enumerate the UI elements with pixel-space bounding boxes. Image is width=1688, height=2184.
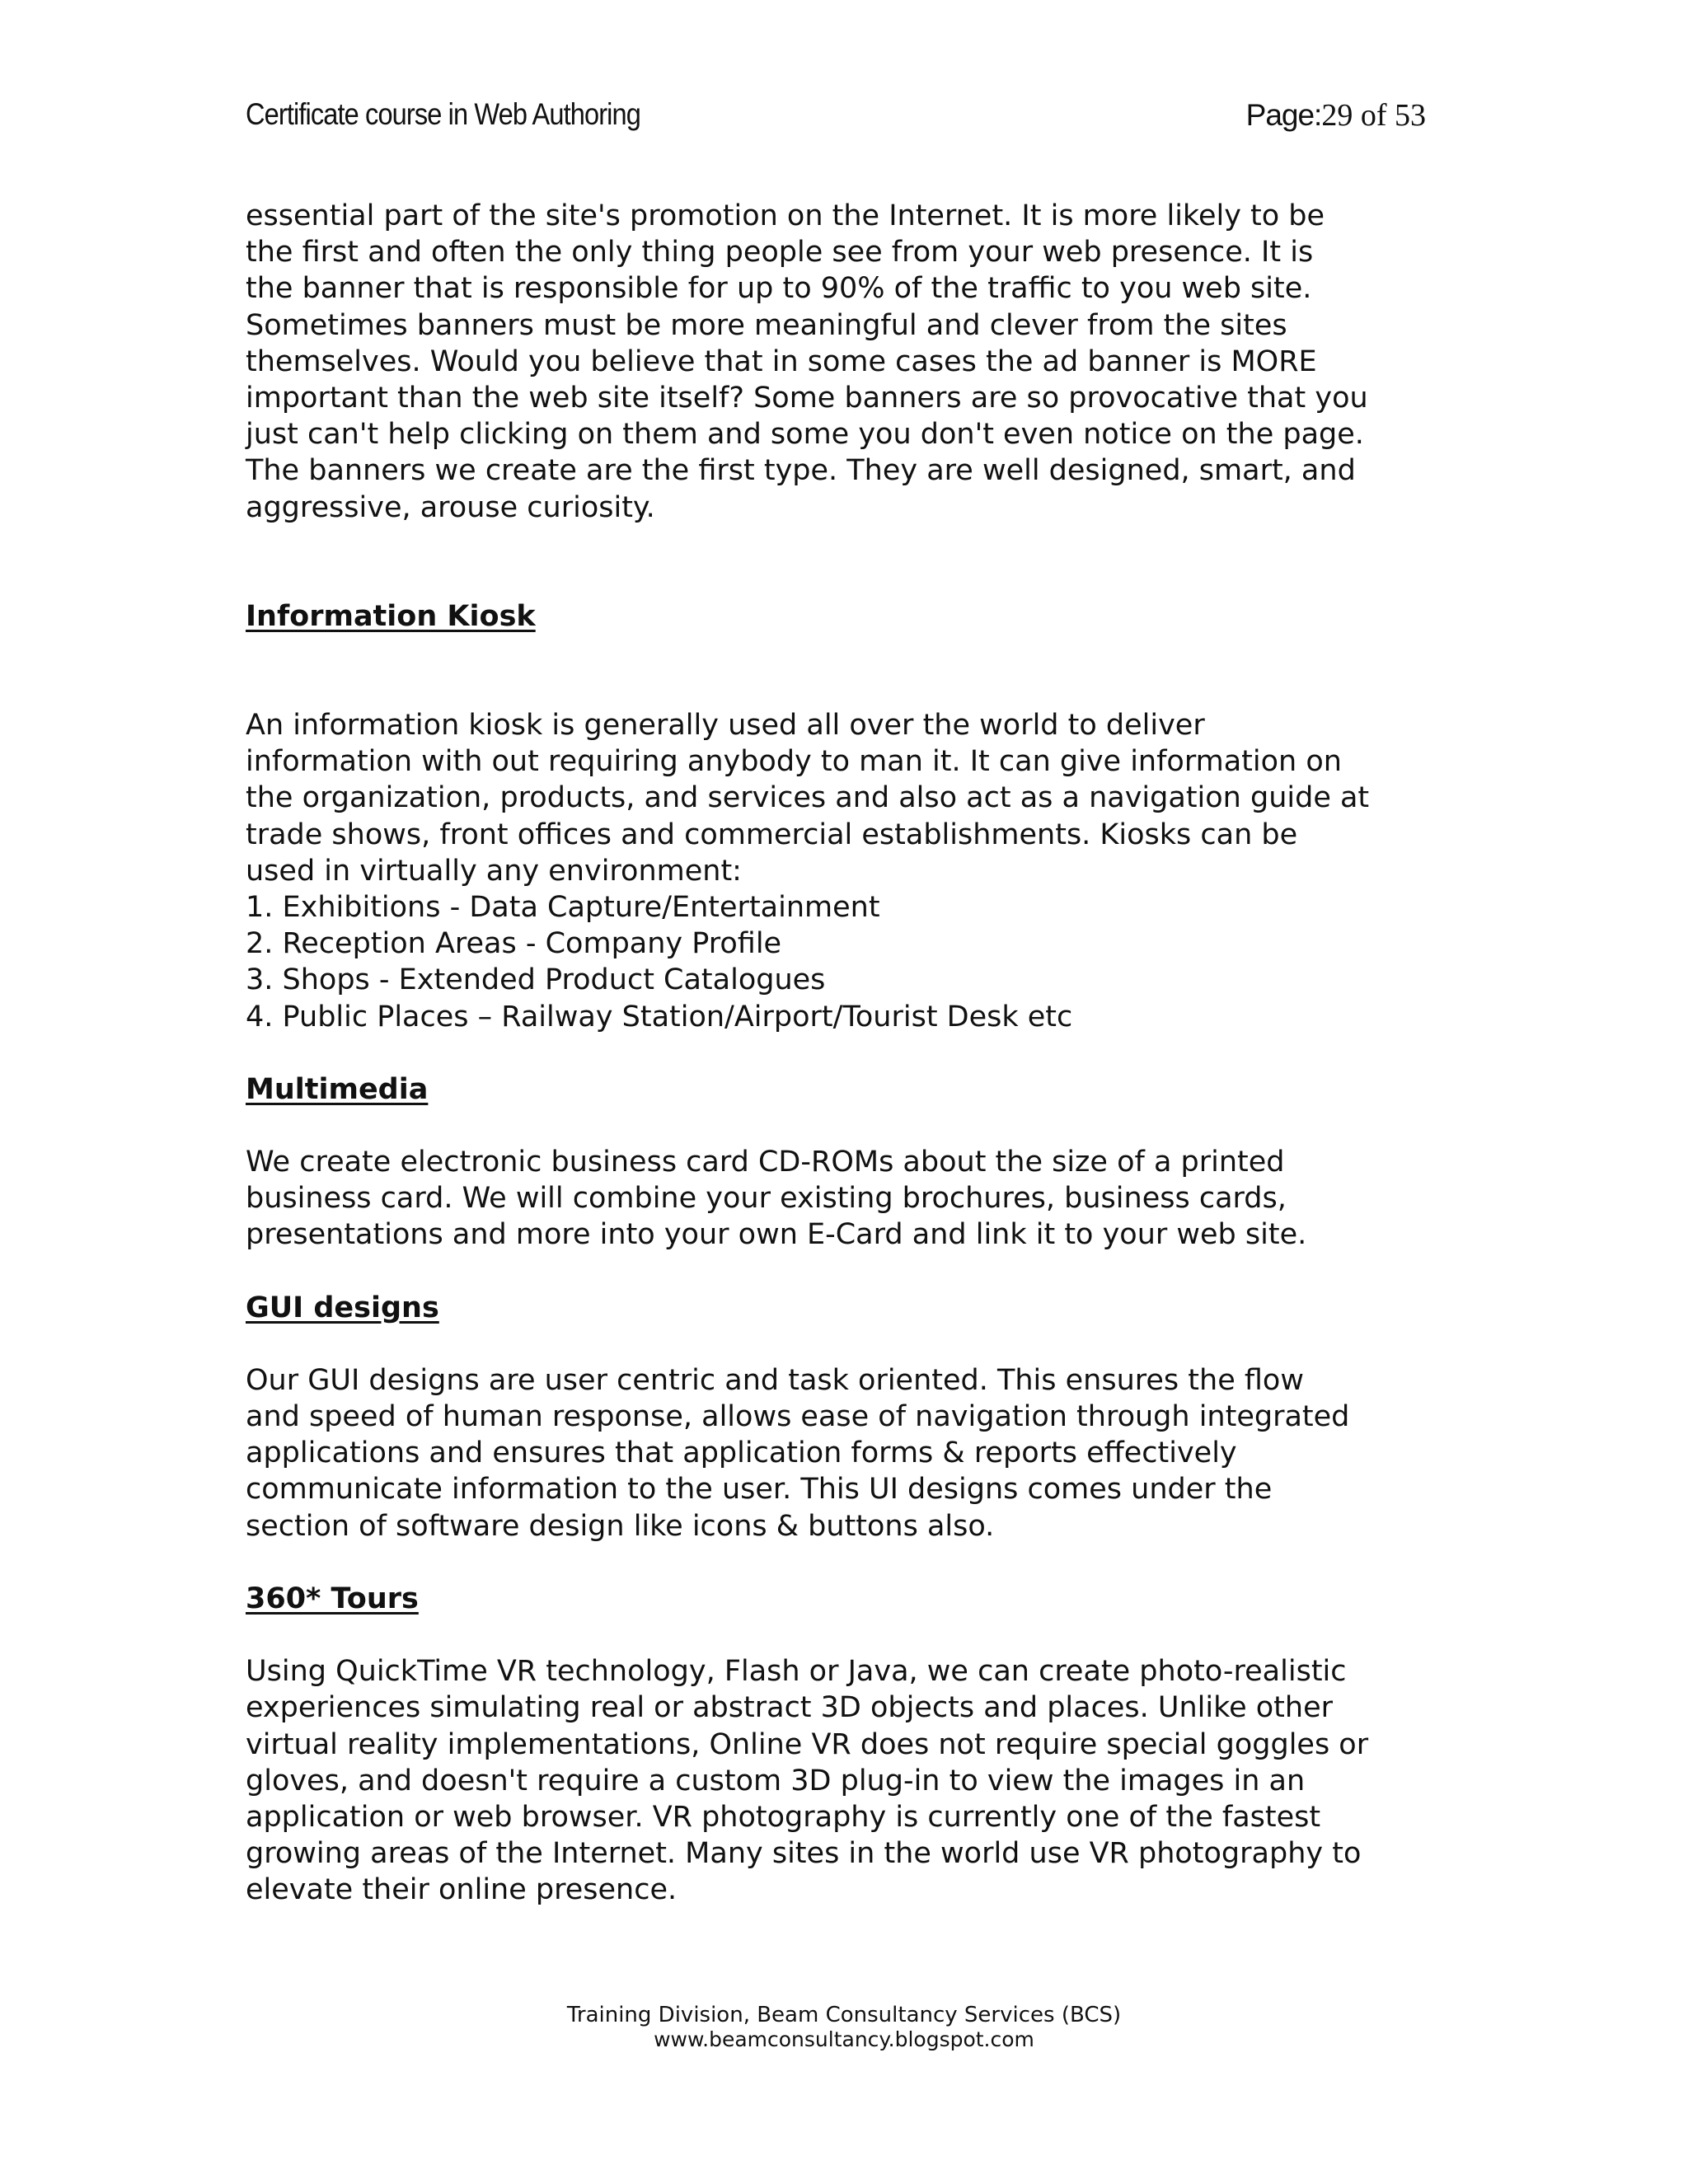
document-title: Certificate course in Web Authoring bbox=[246, 97, 640, 131]
section-heading-multimedia: Multimedia bbox=[246, 1072, 429, 1106]
tours-paragraph bbox=[246, 1653, 1449, 1908]
section-heading-gui-designs: GUI designs bbox=[246, 1291, 439, 1324]
page-footer bbox=[0, 2003, 1688, 2052]
text-line: information with out requiring anybody to man it. It can give information on bbox=[246, 745, 1342, 779]
text-line: themselves. Would you believe that in some cases the ad banner is MORE bbox=[246, 344, 1317, 378]
text-line: section of software design like icons & buttons also. bbox=[246, 1509, 995, 1543]
text-line: business card. We will combine your existing brochures, business cards, bbox=[246, 1182, 1287, 1216]
section-heading-360-tours: 360* Tours bbox=[246, 1582, 419, 1615]
text-line: virtual reality implementations, Online VR does not require special goggles or bbox=[246, 1727, 1369, 1761]
text-line: Sometimes banners must be more meaningful and clever from the sites bbox=[246, 308, 1287, 342]
kiosk-paragraph bbox=[246, 707, 1449, 889]
text-line: presentations and more into your own E-Card and link it to your web site. bbox=[246, 1218, 1307, 1252]
text-line: the banner that is responsible for up to 90% of the traffic to you web site. bbox=[246, 272, 1312, 306]
list-item: 1. Exhibitions - Data Capture/Entertainment bbox=[246, 891, 880, 925]
text-line: applications and ensures that application forms & reports effectively bbox=[246, 1436, 1237, 1470]
kiosk-environment-list bbox=[246, 889, 1449, 1035]
intro-paragraph bbox=[246, 198, 1449, 526]
list-item: 3. Shops - Extended Product Catalogues bbox=[246, 963, 826, 997]
document-body bbox=[246, 198, 1449, 1909]
footer-organization: Training Division, Beam Consultancy Services (BCS) bbox=[566, 2003, 1122, 2027]
multimedia-paragraph bbox=[246, 1144, 1449, 1254]
list-item: 4. Public Places – Railway Station/Airport/Tourist Desk etc bbox=[246, 1000, 1073, 1033]
list-item: 2. Reception Areas - Company Profile bbox=[246, 927, 782, 961]
text-line: Our GUI designs are user centric and task oriented. This ensures the flow bbox=[246, 1363, 1304, 1397]
gui-paragraph bbox=[246, 1362, 1449, 1544]
footer-url: www.beamconsultancy.blogspot.com bbox=[654, 2027, 1034, 2051]
text-line: gloves, and doesn't require a custom 3D plug-in to view the images in an bbox=[246, 1764, 1306, 1797]
text-line: aggressive, arouse curiosity. bbox=[246, 490, 655, 524]
text-line: elevate their online presence. bbox=[246, 1873, 678, 1907]
page-label: Page: bbox=[1245, 98, 1322, 132]
page-number: 29 of 53 bbox=[1321, 98, 1426, 133]
text-line: We create electronic business card CD-ROMs about the size of a printed bbox=[246, 1146, 1285, 1179]
text-line: The banners we create are the first type. They are well designed, smart, and bbox=[246, 454, 1356, 488]
text-line: the organization, products, and services and also act as a navigation guide at bbox=[246, 781, 1370, 815]
section-heading-information-kiosk: Information Kiosk bbox=[246, 599, 536, 633]
text-line: the first and often the only thing people see from your web presence. It is bbox=[246, 236, 1314, 269]
text-line: trade shows, front offices and commercial establishments. Kiosks can be bbox=[246, 818, 1298, 851]
text-line: just can't help clicking on them and some you don't even notice on the page. bbox=[246, 418, 1364, 452]
text-line: and speed of human response, allows ease of navigation through integrated bbox=[246, 1400, 1350, 1434]
text-line: communicate information to the user. This UI designs comes under the bbox=[246, 1473, 1273, 1507]
text-line: experiences simulating real or abstract 3D objects and places. Unlike other bbox=[246, 1691, 1334, 1725]
text-line: used in virtually any environment: bbox=[246, 854, 742, 888]
page-indicator bbox=[1246, 97, 1426, 134]
text-line: essential part of the site's promotion on the Internet. It is more likely to be bbox=[246, 199, 1325, 232]
text-line: growing areas of the Internet. Many sites in the world use VR photography to bbox=[246, 1837, 1362, 1871]
text-line: application or web browser. VR photography is currently one of the fastest bbox=[246, 1800, 1321, 1834]
text-line: Using QuickTime VR technology, Flash or Java, we can create photo-realistic bbox=[246, 1655, 1347, 1689]
text-line: An information kiosk is generally used all over the world to deliver bbox=[246, 709, 1205, 743]
text-line: important than the web site itself? Some banners are so provocative that you bbox=[246, 382, 1368, 415]
